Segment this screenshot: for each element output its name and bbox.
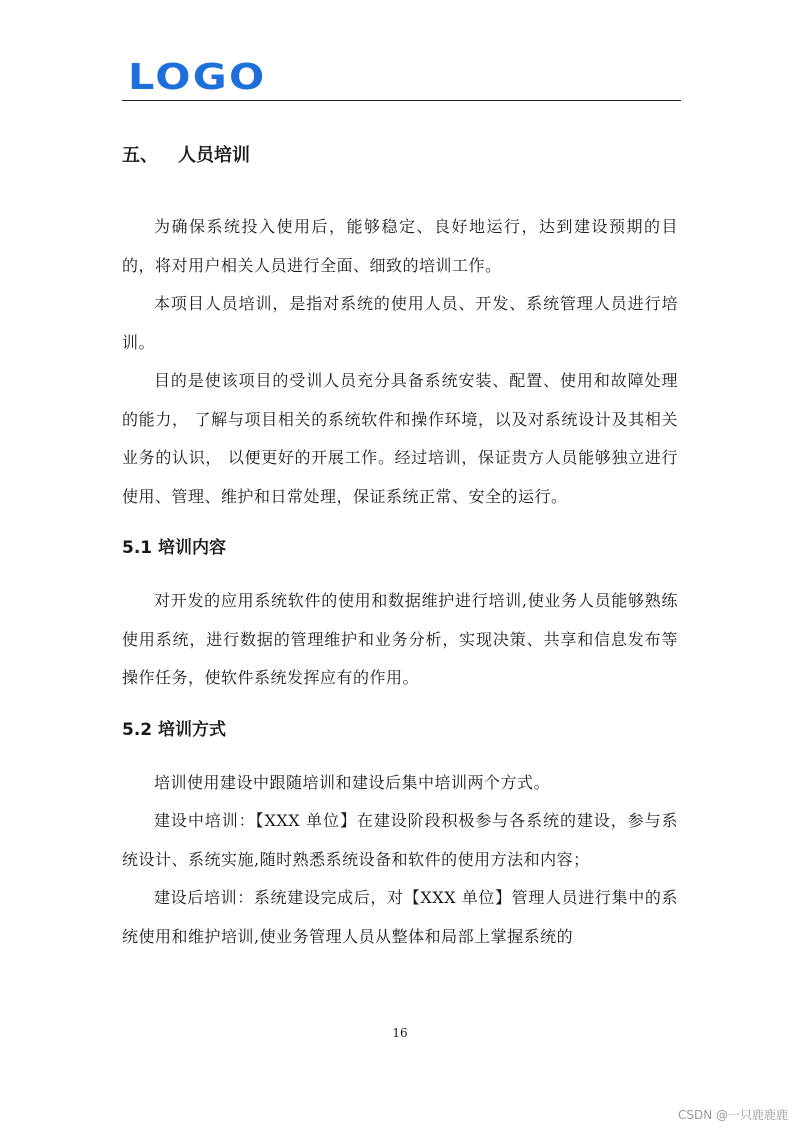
- section-number: 五、: [122, 145, 158, 166]
- paragraph-1: 为确保系统投入使用后，能够稳定、良好地运行，达到建设预期的目的，将对用户相关人员进行全面、细致的培训工作。: [122, 217, 678, 275]
- paragraph-5-2-1: 培训使用建设中跟随培训和建设后集中培训两个方式。: [154, 772, 551, 792]
- header-divider: [122, 100, 681, 101]
- document-body: [122, 138, 678, 956]
- subsection-heading-5-2: 5.2 培训方式: [122, 719, 227, 740]
- paragraph-5-1-1: 对开发的应用系统软件的使用和数据维护进行培训,使业务人员能够熟练使用系统，进行数据的管理维护和业务分析，实现决策、共享和信息发布等操作任务，使软件系统发挥应有的作用。: [122, 591, 678, 687]
- paragraph-3: 目的是使该项目的受训人员充分具备系统安装、配置、使用和故障处理的能力， 了解与项目相关的系统软件和操作环境，以及对系统设计及其相关业务的认识， 以便更好的开展工作。经过培训，保证贵方人员能够独立进行使用、管理、维护和日常处理，保证系统正常、安全的运行。: [122, 371, 678, 506]
- watermark: CSDN @一只鹿鹿鹿: [677, 1108, 788, 1122]
- paragraph-5-2-3: 建设后培训：系统建设完成后，对【XXX 单位】管理人员进行集中的系统使用和维护培训,使业务管理人员从整体和局部上掌握系统的: [122, 888, 678, 946]
- logo: LOGO: [128, 57, 267, 98]
- subsection-heading-5-1: 5.1 培训内容: [122, 538, 227, 558]
- section-heading: [122, 138, 678, 174]
- paragraph-5-2-2: 建设中培训：【XXX 单位】在建设阶段积极参与各系统的建设，参与系统设计、系统实施,随时熟悉系统设备和软件的使用方法和内容；: [122, 811, 678, 869]
- paragraph-2: 本项目人员培训，是指对系统的使用人员、开发、系统管理人员进行培训。: [122, 294, 678, 352]
- section-title: 人员培训: [178, 145, 250, 166]
- page-number: 16: [392, 1026, 408, 1040]
